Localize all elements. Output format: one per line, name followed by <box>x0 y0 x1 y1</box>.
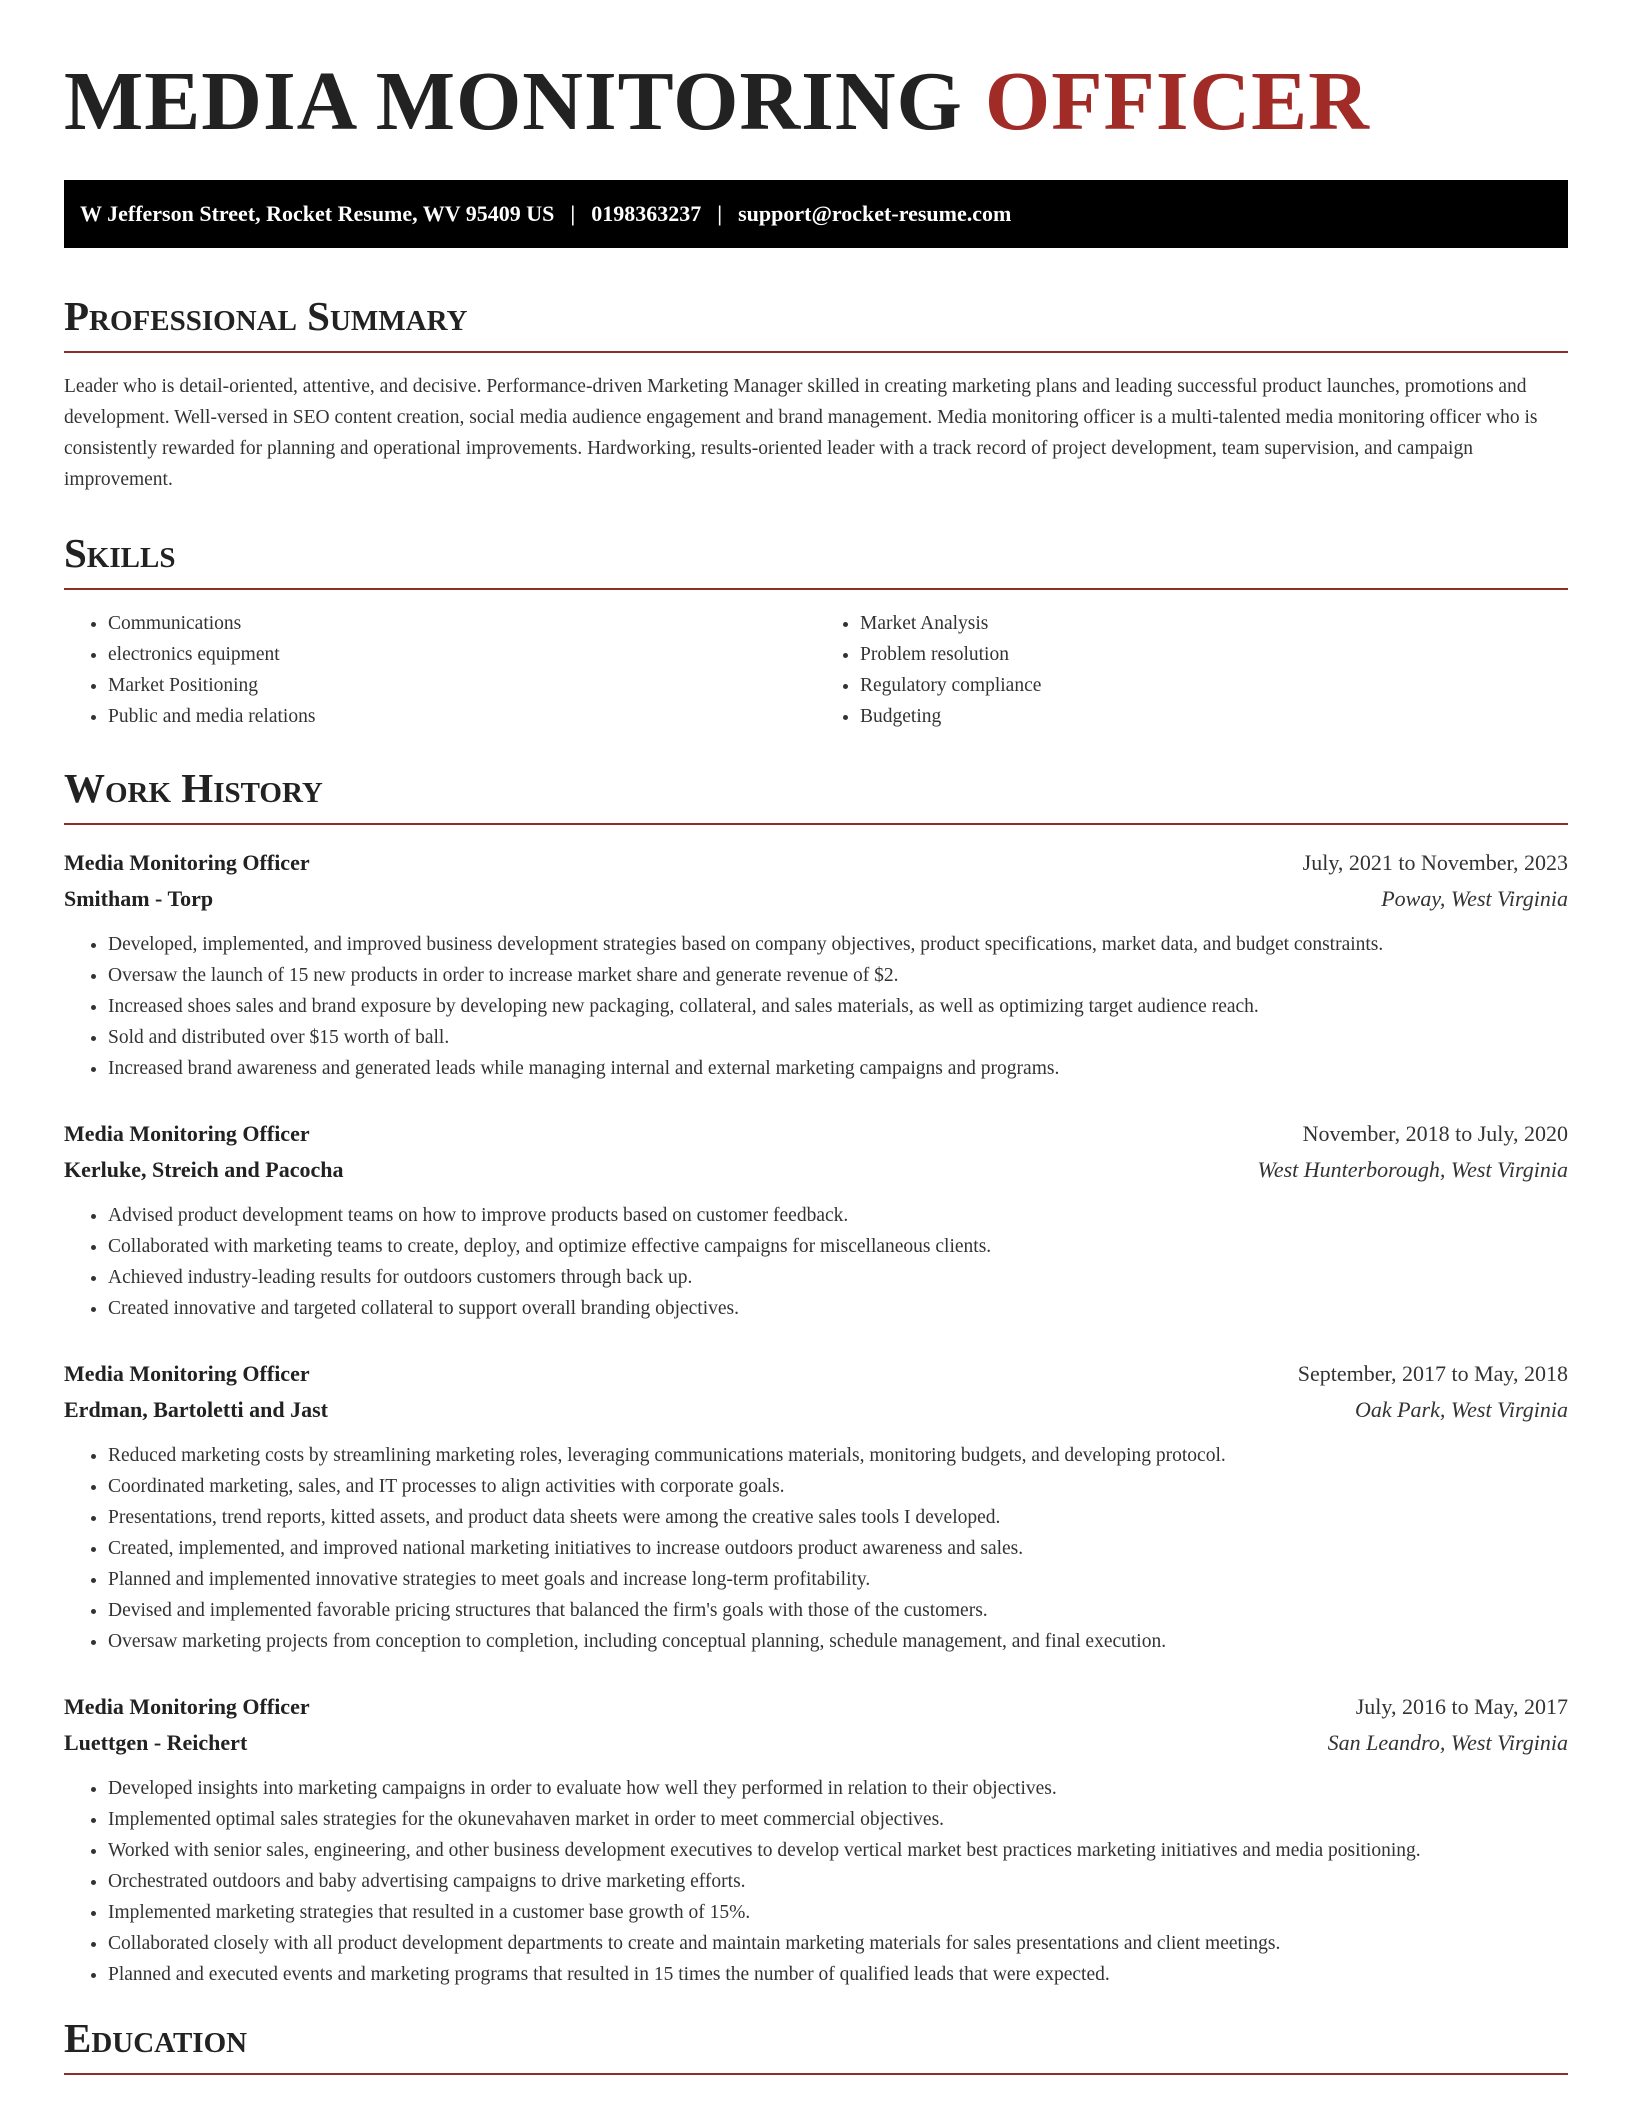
resume-title <box>64 55 1568 148</box>
education-section <box>64 2015 1568 2075</box>
skills-grid <box>64 608 1568 732</box>
job-dates: July, 2021 to November, 2023 <box>1302 850 1568 875</box>
job-bullet: • Orchestrated outdoors and baby advertising campaigns to drive marketing efforts. <box>108 1866 1568 1897</box>
job-location: Oak Park, West Virginia <box>1354 1397 1568 1422</box>
job-entry <box>64 1358 1568 1657</box>
section-divider <box>64 351 1568 353</box>
job-company: Smitham - Torp <box>64 886 214 911</box>
job-bullet: • Advised product development teams on how to improve products based on customer feedback. <box>108 1200 1568 1231</box>
job-bullet: • Planned and implemented innovative strategies to meet goals and increase long-term profitability. <box>108 1564 1568 1595</box>
job-bullet: • Created innovative and targeted collateral to support overall branding objectives. <box>108 1293 1568 1324</box>
skill-item: • Budgeting <box>860 701 1568 732</box>
education-heading: Education <box>64 2015 248 2061</box>
contact-bar <box>64 180 1568 248</box>
job-title: Media Monitoring Officer <box>64 1361 310 1386</box>
job-bullet: • Implemented marketing strategies that resulted in a customer base growth of 15%. <box>108 1897 1568 1928</box>
job-bullet: • Oversaw the launch of 15 new products in order to increase market share and generate revenue of $2. <box>108 960 1568 991</box>
contact-phone: 0198363237 <box>591 201 702 226</box>
job-title: Media Monitoring Officer <box>64 850 310 875</box>
job-entry <box>64 1691 1568 1990</box>
job-bullets <box>64 1200 1568 1324</box>
skill-item: • Public and media relations <box>108 701 816 732</box>
title-accent: OFFICER <box>984 55 1370 148</box>
job-title: Media Monitoring Officer <box>64 1121 310 1146</box>
summary-text: Leader who is detail-oriented, attentive, and decisive. Performance-driven Marketing Manager skilled in creating marketing plans and leading successful product launches, promotions and development. Well-versed in SEO content creation, social media audience engagement and brand management. Media monitoring officer is a multi-talented media monitoring officer who is consistently rewarded for planning and operational improvements. Hardworking, results-oriented leader with a track record of project development, team supervision, and campaign improvement. <box>64 376 1538 490</box>
job-bullet: • Implemented optimal sales strategies for the okunevahaven market in order to meet commercial objectives. <box>108 1804 1568 1835</box>
skill-item: • electronics equipment <box>108 639 816 670</box>
section-divider <box>64 588 1568 590</box>
skill-item: • Problem resolution <box>860 639 1568 670</box>
job-entry <box>64 847 1568 1084</box>
skill-item: • Regulatory compliance <box>860 670 1568 701</box>
section-divider <box>64 823 1568 825</box>
skill-item: • Market Positioning <box>108 670 816 701</box>
summary-heading: Professional Summary <box>64 293 468 339</box>
job-bullet: • Increased brand awareness and generated leads while managing internal and external marketing campaigns and programs. <box>108 1053 1568 1084</box>
job-bullet: • Achieved industry-leading results for outdoors customers through back up. <box>108 1262 1568 1293</box>
job-dates: November, 2018 to July, 2020 <box>1302 1121 1568 1146</box>
contact-address: W Jefferson Street, Rocket Resume, WV 95409 US <box>80 201 555 226</box>
job-company: Kerluke, Streich and Pacocha <box>64 1157 344 1182</box>
job-bullet: • Created, implemented, and improved national marketing initiatives to increase outdoors product awareness and sales. <box>108 1533 1568 1564</box>
job-location: San Leandro, West Virginia <box>1327 1730 1568 1755</box>
job-location: West Hunterborough, West Virginia <box>1257 1157 1568 1182</box>
contact-separator: | <box>717 201 723 226</box>
job-bullets <box>64 1440 1568 1657</box>
work-history-section <box>64 765 1568 1990</box>
job-bullet: • Increased shoes sales and brand exposure by developing new packaging, collateral, and sales materials, as well as optimizing target audience reach. <box>108 991 1568 1022</box>
section-divider <box>64 2073 1568 2075</box>
skills-right-column <box>816 608 1568 732</box>
job-company: Erdman, Bartoletti and Jast <box>64 1397 328 1422</box>
job-bullet: • Reduced marketing costs by streamlining marketing roles, leveraging communications materials, monitoring budgets, and developing protocol. <box>108 1440 1568 1471</box>
job-location: Poway, West Virginia <box>1381 886 1568 911</box>
job-bullet: • Developed insights into marketing campaigns in order to evaluate how well they performed in relation to their objectives. <box>108 1773 1568 1804</box>
job-bullets <box>64 929 1568 1084</box>
job-bullet: • Worked with senior sales, engineering, and other business development executives to develop vertical market best practices marketing initiatives and media positioning. <box>108 1835 1568 1866</box>
skills-heading: Skills <box>64 530 176 576</box>
contact-separator: | <box>570 201 576 226</box>
job-bullet: • Coordinated marketing, sales, and IT processes to align activities with corporate goals. <box>108 1471 1568 1502</box>
job-bullet: • Devised and implemented favorable pricing structures that balanced the firm's goals with those of the customers. <box>108 1595 1568 1626</box>
job-bullet: • Developed, implemented, and improved business development strategies based on company objectives, product specifications, market data, and budget constraints. <box>108 929 1568 960</box>
job-title: Media Monitoring Officer <box>64 1694 310 1719</box>
job-bullet: • Planned and executed events and marketing programs that resulted in 15 times the number of qualified leads that were expected. <box>108 1959 1568 1990</box>
job-bullet: • Collaborated with marketing teams to create, deploy, and optimize effective campaigns for miscellaneous clients. <box>108 1231 1568 1262</box>
skills-section <box>64 530 1568 732</box>
job-company: Luettgen - Reichert <box>64 1730 248 1755</box>
contact-email: support@rocket-resume.com <box>738 201 1012 226</box>
summary-section <box>64 293 1568 495</box>
job-bullet: • Presentations, trend reports, kitted assets, and product data sheets were among the creative sales tools I developed. <box>108 1502 1568 1533</box>
work-history-heading: Work History <box>64 765 323 811</box>
job-dates: September, 2017 to May, 2018 <box>1297 1361 1568 1386</box>
job-dates: July, 2016 to May, 2017 <box>1355 1694 1568 1719</box>
job-bullet: • Sold and distributed over $15 worth of ball. <box>108 1022 1568 1053</box>
job-entry <box>64 1118 1568 1324</box>
skill-item: • Market Analysis <box>860 608 1568 639</box>
job-bullets <box>64 1773 1568 1990</box>
job-bullet: • Collaborated closely with all product development departments to create and maintain marketing materials for sales presentations and client meetings. <box>108 1928 1568 1959</box>
skills-left-column <box>64 608 816 732</box>
title-main: MEDIA MONITORING <box>64 55 963 148</box>
job-bullet: • Oversaw marketing projects from conception to completion, including conceptual planning, schedule management, and final execution. <box>108 1626 1568 1657</box>
skill-item: • Communications <box>108 608 816 639</box>
